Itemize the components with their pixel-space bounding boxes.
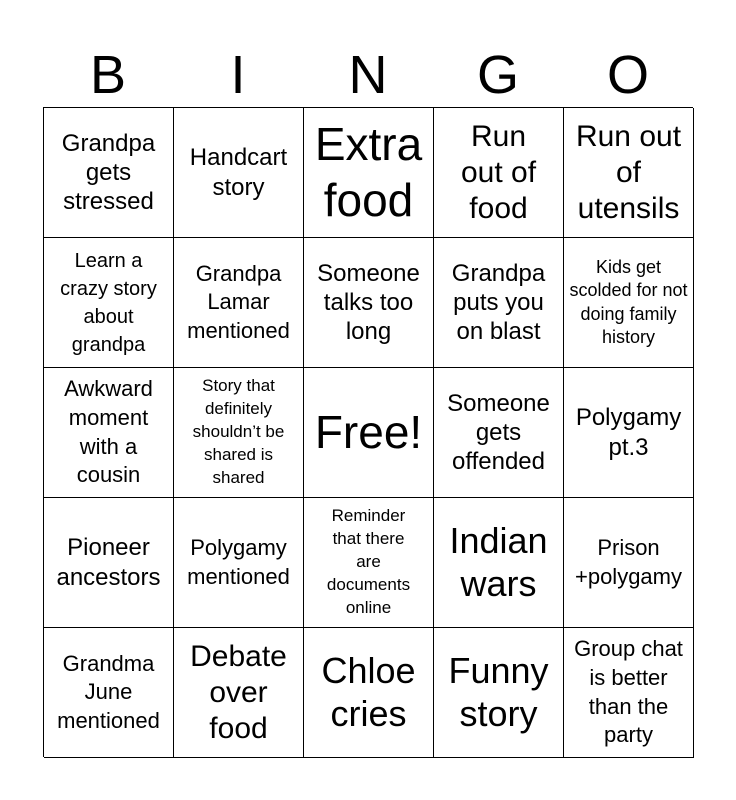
bingo-cell-r2-c3[interactable] bbox=[434, 368, 564, 498]
bingo-header bbox=[43, 44, 693, 106]
cell-text: Polygamy mentioned bbox=[187, 534, 290, 589]
bingo-cell-r4-c3[interactable] bbox=[434, 628, 564, 758]
bingo-cell-r4-c4[interactable] bbox=[564, 628, 694, 758]
cell-text: Grandpa Lamar mentioned bbox=[187, 260, 290, 343]
bingo-cell-r0-c1[interactable] bbox=[174, 108, 304, 238]
bingo-cell-r1-c3[interactable] bbox=[434, 238, 564, 368]
cell-text: Grandma June mentioned bbox=[57, 650, 160, 733]
bingo-cell-r3-c3[interactable] bbox=[434, 498, 564, 628]
cell-text: Extra food bbox=[314, 118, 423, 226]
bingo-cell-r4-c0[interactable] bbox=[44, 628, 174, 758]
bingo-board bbox=[43, 107, 693, 757]
cell-text: Debate over food bbox=[190, 639, 287, 745]
bingo-cell-r3-c4[interactable] bbox=[564, 498, 694, 628]
bingo-cell-r3-c0[interactable] bbox=[44, 498, 174, 628]
cell-text: Chloe cries bbox=[321, 650, 416, 734]
cell-text: Prison +polygamy bbox=[574, 534, 682, 589]
cell-text: Polygamy pt.3 bbox=[575, 404, 682, 461]
cell-text: Reminder that there are documents online bbox=[326, 506, 411, 617]
cell-text: Handcart story bbox=[189, 144, 288, 201]
bingo-cell-r0-c4[interactable] bbox=[564, 108, 694, 238]
bingo-cell-r1-c4[interactable] bbox=[564, 238, 694, 368]
bingo-cell-r2-c4[interactable] bbox=[564, 368, 694, 498]
cell-text: Group chat is better than the party bbox=[574, 636, 683, 748]
bingo-cell-r2-c0[interactable] bbox=[44, 368, 174, 498]
cell-text: Learn a crazy story about grandpa bbox=[60, 249, 157, 356]
bingo-cell-r4-c2[interactable] bbox=[304, 628, 434, 758]
bingo-cell-r1-c0[interactable] bbox=[44, 238, 174, 368]
cell-text: Pioneer ancestors bbox=[56, 534, 161, 591]
cell-text: Someone talks too long bbox=[317, 259, 420, 346]
bingo-cell-r0-c3[interactable] bbox=[434, 108, 564, 238]
bingo-cell-r1-c2[interactable] bbox=[304, 238, 434, 368]
header-letter-g: G bbox=[476, 45, 519, 105]
bingo-cell-r4-c1[interactable] bbox=[174, 628, 304, 758]
header-letter-b: B bbox=[89, 45, 127, 105]
bingo-cell-r3-c2[interactable] bbox=[304, 498, 434, 628]
cell-text: Indian wars bbox=[449, 520, 548, 604]
cell-text: Kids get scolded for not doing family history bbox=[569, 256, 688, 347]
cell-text: Run out of utensils bbox=[575, 119, 682, 225]
bingo-cell-r3-c1[interactable] bbox=[174, 498, 304, 628]
header-letter-n: N bbox=[348, 45, 388, 105]
cell-text: Run out of food bbox=[460, 119, 537, 225]
bingo-cell-r2-c1[interactable] bbox=[174, 368, 304, 498]
cell-text: Someone gets offended bbox=[447, 389, 550, 476]
cell-text: Free! bbox=[314, 405, 423, 458]
bingo-cell-r0-c0[interactable] bbox=[44, 108, 174, 238]
cell-text: Grandpa puts you on blast bbox=[451, 259, 546, 346]
bingo-cell-r0-c2[interactable] bbox=[304, 108, 434, 238]
cell-text: Story that definitely shouldn’t be shared is shared bbox=[192, 376, 285, 487]
cell-text: Awkward moment with a cousin bbox=[64, 376, 153, 488]
header-letter-i: I bbox=[230, 45, 246, 105]
cell-text: Grandpa gets stressed bbox=[61, 129, 156, 216]
bingo-cell-r2-c2-free[interactable] bbox=[304, 368, 434, 498]
bingo-cell-r1-c1[interactable] bbox=[174, 238, 304, 368]
header-letter-o: O bbox=[606, 45, 649, 105]
cell-text: Funny story bbox=[448, 650, 549, 734]
